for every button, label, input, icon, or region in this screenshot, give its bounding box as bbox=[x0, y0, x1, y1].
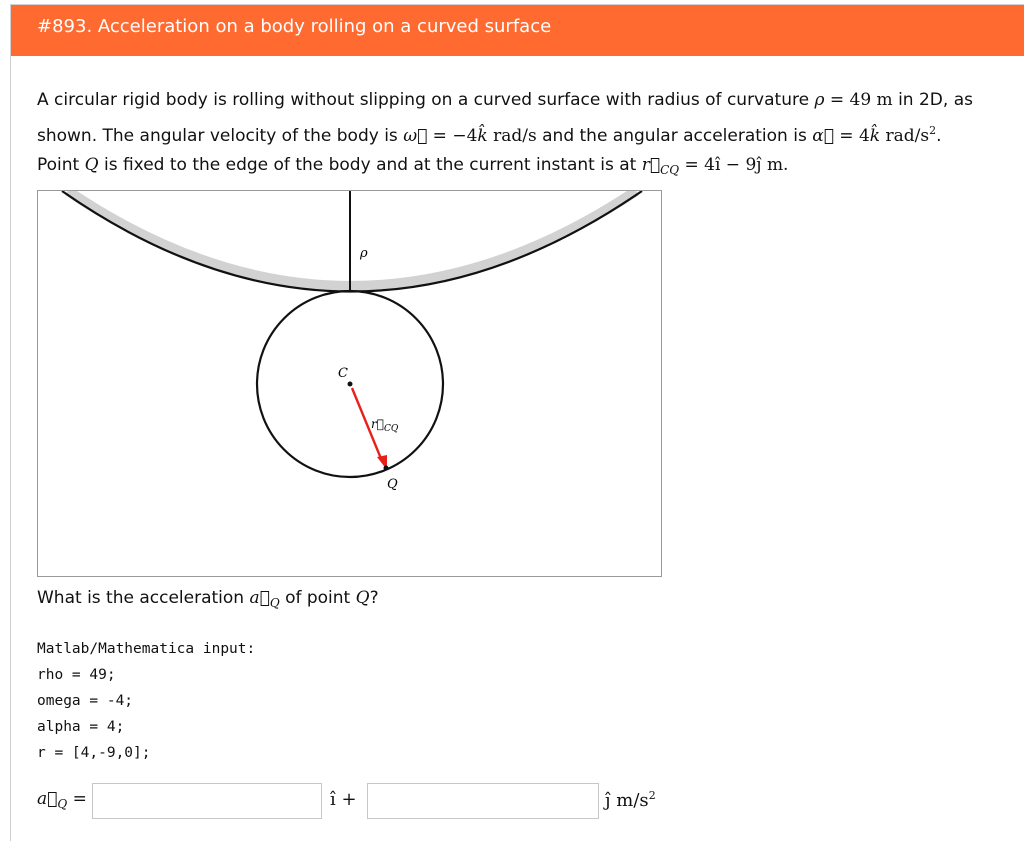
rolling-body-figure bbox=[37, 190, 662, 577]
point-q bbox=[384, 466, 389, 471]
rcq-label: $r⃗_{CQ}$ bbox=[371, 417, 399, 434]
matlab-input-block bbox=[37, 636, 255, 766]
curved-surface-band bbox=[68, 191, 636, 286]
i-hat-plus: ı̂ + bbox=[330, 789, 357, 810]
answer-unit: ȷ̂ $m/s^2$ bbox=[605, 789, 656, 811]
statement-line-1: A circular rigid body is rolling without slipping on a curved surface with radius of curvature ρ = 49 m in 2D, as bbox=[37, 90, 973, 110]
problem-statement bbox=[37, 86, 1017, 186]
problem-header bbox=[11, 5, 1024, 56]
question-text: What is the acceleration $a⃗_Q$ of point Q? bbox=[37, 588, 379, 610]
code-line-alpha: alpha = 4; bbox=[37, 719, 125, 735]
center-label: C bbox=[338, 366, 348, 381]
statement-line-3: Point Q is fixed to the edge of the body and at the current instant is at $r⃗_{CQ}$ = 4ı̂ − 9ȷ̂ m. bbox=[37, 155, 789, 177]
code-line-r: r = [4,-9,0]; bbox=[37, 745, 151, 761]
answer-label: $a⃗_Q$ = bbox=[37, 789, 87, 811]
answer-j-component-input[interactable] bbox=[367, 783, 599, 819]
figure-diagram bbox=[38, 191, 661, 576]
answer-row bbox=[37, 782, 737, 820]
rho-label: ρ bbox=[360, 246, 368, 261]
code-line-omega: omega = -4; bbox=[37, 693, 134, 709]
center-point bbox=[348, 382, 353, 387]
answer-i-component-input[interactable] bbox=[92, 783, 322, 819]
code-heading: Matlab/Mathematica input: bbox=[37, 641, 256, 657]
q-label: Q bbox=[387, 477, 398, 492]
problem-title: #893. Acceleration on a body rolling on a curved surface bbox=[37, 16, 552, 37]
code-line-rho: rho = 49; bbox=[37, 667, 116, 683]
statement-line-2: shown. The angular velocity of the body is ω⃗ = −4k̂ rad/s and the angular acceleration is α⃗ = 4k̂ rad/$s^2$. bbox=[37, 123, 942, 146]
